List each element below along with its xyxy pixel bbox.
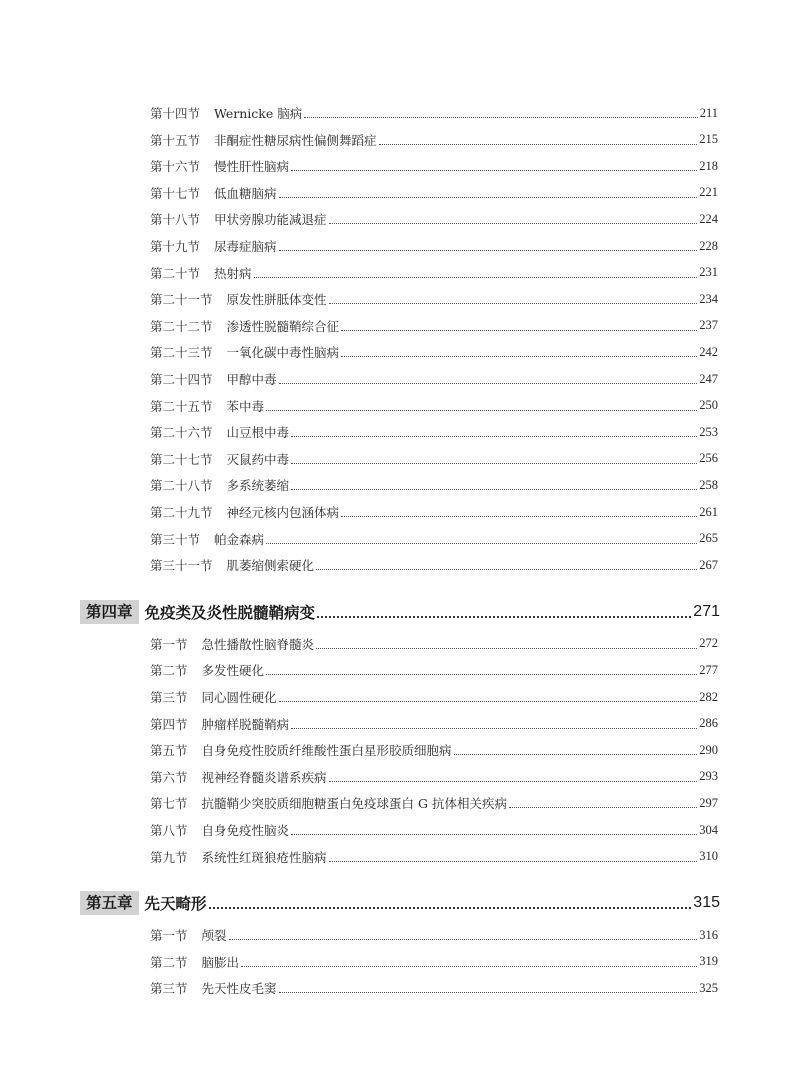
section-page: 231 bbox=[699, 265, 718, 280]
section-number: 第四节 bbox=[150, 716, 188, 732]
section-entry bbox=[150, 474, 718, 496]
section-title: 神经元核内包涵体病 bbox=[226, 505, 340, 520]
section-number: 第三十节 bbox=[150, 531, 201, 547]
section-title: 甲醇中毒 bbox=[226, 372, 277, 387]
section-page: 261 bbox=[699, 504, 718, 519]
section-number: 第二十三节 bbox=[150, 345, 213, 361]
section-page: 250 bbox=[699, 398, 718, 413]
dot-leader bbox=[341, 515, 697, 517]
section-entry bbox=[150, 766, 718, 788]
section-number: 第八节 bbox=[150, 823, 188, 838]
dot-leader bbox=[329, 860, 698, 862]
dot-leader bbox=[316, 568, 697, 570]
dot-leader bbox=[279, 991, 698, 993]
section-page: 267 bbox=[699, 557, 718, 572]
section-page: 224 bbox=[699, 211, 718, 226]
dot-leader bbox=[329, 222, 698, 224]
section-title: 一氧化碳中毒性脑病 bbox=[226, 345, 340, 361]
section-entry bbox=[150, 155, 718, 177]
section-title: 热射病 bbox=[214, 265, 252, 281]
chapter-entry bbox=[80, 891, 720, 915]
section-title: 原发性胼胝体变性 bbox=[226, 292, 327, 308]
section-entry bbox=[150, 288, 718, 310]
section-number: 第二十五节 bbox=[150, 398, 213, 414]
section-entry bbox=[150, 659, 718, 681]
section-title: 系统性红斑狼疮性脑病 bbox=[201, 849, 327, 865]
section-page: 211 bbox=[699, 105, 718, 120]
section-number: 第十八节 bbox=[150, 212, 201, 228]
section-page: 325 bbox=[699, 980, 718, 995]
section-page: 272 bbox=[699, 636, 718, 651]
section-number: 第二十八节 bbox=[150, 478, 213, 494]
section-entry bbox=[150, 792, 718, 814]
dot-leader bbox=[266, 673, 697, 675]
section-page: 237 bbox=[699, 318, 718, 333]
section-entry bbox=[150, 182, 718, 204]
section-entry bbox=[150, 208, 718, 230]
section-page: 215 bbox=[699, 132, 718, 147]
dot-leader bbox=[291, 727, 697, 729]
section-number: 第二十六节 bbox=[150, 425, 213, 441]
section-title: 肌萎缩侧索硬化 bbox=[226, 558, 315, 574]
section-entry bbox=[150, 528, 718, 550]
dot-leader bbox=[316, 647, 697, 649]
section-entry bbox=[150, 846, 718, 868]
section-page: 304 bbox=[699, 822, 718, 837]
section-entry bbox=[150, 395, 718, 417]
dot-leader bbox=[266, 542, 697, 544]
dot-leader bbox=[304, 116, 697, 118]
chapter-page: 271 bbox=[693, 602, 720, 620]
section-title: 多发性硬化 bbox=[201, 663, 265, 679]
section-number: 第十九节 bbox=[150, 239, 201, 254]
section-page: 218 bbox=[699, 158, 718, 173]
section-title: 山豆根中毒 bbox=[226, 425, 290, 441]
section-entry bbox=[150, 977, 718, 999]
section-page: 282 bbox=[699, 689, 718, 704]
section-number: 第二节 bbox=[150, 663, 188, 679]
dot-leader bbox=[279, 382, 698, 384]
section-title: 非酮症性糖尿病性偏侧舞蹈症 bbox=[214, 132, 377, 148]
section-entry bbox=[150, 262, 718, 284]
dot-leader bbox=[279, 249, 698, 251]
section-entry bbox=[150, 235, 718, 257]
section-number: 第十四节 bbox=[150, 106, 201, 121]
section-page: 277 bbox=[699, 662, 718, 677]
section-title: 甲状旁腺功能减退症 bbox=[214, 212, 327, 228]
section-title: 多系统萎缩 bbox=[226, 478, 290, 494]
section-page: 310 bbox=[699, 849, 718, 864]
dot-leader bbox=[341, 355, 697, 357]
section-number: 第五节 bbox=[150, 743, 188, 759]
section-page: 258 bbox=[699, 477, 718, 492]
section-title: 自身免疫性脑炎 bbox=[201, 823, 290, 838]
section-number: 第二十七节 bbox=[150, 451, 213, 467]
section-entry bbox=[150, 501, 718, 523]
section-entry bbox=[150, 819, 718, 841]
section-title: 先天性皮毛窦 bbox=[201, 981, 277, 997]
section-title: 灭鼠药中毒 bbox=[226, 451, 290, 467]
dot-leader bbox=[509, 806, 697, 808]
section-title: 苯中毒 bbox=[226, 398, 265, 414]
section-title: 脑膨出 bbox=[201, 954, 240, 970]
section-page: 221 bbox=[699, 185, 718, 200]
section-entry bbox=[150, 951, 718, 973]
section-entry bbox=[150, 368, 718, 390]
dot-leader bbox=[291, 488, 697, 490]
dot-leader bbox=[291, 435, 697, 437]
section-entry bbox=[150, 102, 718, 124]
dot-leader bbox=[241, 965, 697, 967]
section-number: 第二节 bbox=[150, 954, 188, 970]
section-page: 234 bbox=[699, 291, 718, 306]
section-title: 视神经脊髓炎谱系疾病 bbox=[201, 769, 327, 785]
section-number: 第十六节 bbox=[150, 159, 201, 175]
section-entry bbox=[150, 315, 718, 337]
chapter-title: 先天畸形 bbox=[144, 895, 207, 914]
section-number: 第二十四节 bbox=[150, 372, 213, 387]
section-title: 尿毒症脑病 bbox=[214, 239, 277, 254]
dot-leader bbox=[266, 409, 697, 411]
section-entry bbox=[150, 739, 718, 761]
section-title: 慢性肝性脑病 bbox=[214, 159, 290, 175]
section-title: 颅裂 bbox=[201, 928, 227, 944]
section-title: 帕金森病 bbox=[214, 531, 265, 547]
section-number: 第三节 bbox=[150, 690, 188, 705]
section-page: 297 bbox=[699, 795, 718, 810]
section-number: 第三节 bbox=[150, 981, 188, 997]
section-number: 第六节 bbox=[150, 769, 188, 785]
section-number: 第一节 bbox=[150, 928, 188, 944]
section-entry bbox=[150, 686, 718, 708]
section-page: 228 bbox=[699, 238, 718, 253]
section-number: 第七节 bbox=[150, 796, 188, 812]
dot-leader bbox=[209, 906, 692, 909]
section-page: 290 bbox=[699, 742, 718, 757]
section-entry bbox=[150, 421, 718, 443]
section-number: 第九节 bbox=[150, 849, 188, 865]
dot-leader bbox=[329, 302, 698, 304]
dot-leader bbox=[254, 276, 698, 278]
section-page: 265 bbox=[699, 531, 718, 546]
section-title: 急性播散性脑脊髓炎 bbox=[201, 636, 315, 652]
section-entry bbox=[150, 924, 718, 946]
chapter-page: 315 bbox=[693, 894, 720, 912]
dot-leader bbox=[229, 938, 698, 940]
dot-leader bbox=[329, 780, 698, 782]
dot-leader bbox=[279, 196, 698, 198]
dot-leader bbox=[291, 833, 697, 835]
section-page: 293 bbox=[699, 769, 718, 784]
section-entry bbox=[150, 713, 718, 735]
section-number: 第十五节 bbox=[150, 132, 201, 148]
section-entry bbox=[150, 341, 718, 363]
chapter-number: 第五章 bbox=[80, 891, 139, 915]
chapter-entry bbox=[80, 600, 720, 624]
section-page: 242 bbox=[699, 344, 718, 359]
section-page: 316 bbox=[699, 927, 718, 942]
section-page: 286 bbox=[699, 716, 718, 731]
section-number: 第二十节 bbox=[150, 265, 201, 281]
section-title: Wernicke 脑病 bbox=[214, 106, 303, 121]
section-number: 第二十二节 bbox=[150, 318, 213, 334]
section-title: 低血糖脑病 bbox=[214, 185, 277, 201]
section-page: 256 bbox=[699, 451, 718, 466]
section-entry bbox=[150, 633, 718, 655]
section-page: 253 bbox=[699, 424, 718, 439]
section-entry bbox=[150, 554, 718, 576]
chapter-title: 免疫类及炎性脱髓鞘病变 bbox=[144, 603, 316, 622]
section-title: 抗髓鞘少突胶质细胞糖蛋白免疫球蛋白 G 抗体相关疾病 bbox=[201, 796, 507, 812]
section-entry bbox=[150, 448, 718, 470]
section-number: 第一节 bbox=[150, 636, 188, 652]
section-title: 自身免疫性胶质纤维酸性蛋白星形胶质细胞病 bbox=[201, 743, 452, 759]
dot-leader bbox=[317, 615, 691, 618]
section-page: 319 bbox=[699, 954, 718, 969]
section-page: 247 bbox=[699, 371, 718, 386]
dot-leader bbox=[379, 143, 698, 145]
section-title: 肿瘤样脱髓鞘病 bbox=[201, 716, 290, 732]
dot-leader bbox=[291, 169, 697, 171]
chapter-number: 第四章 bbox=[80, 600, 139, 624]
section-title: 同心圆性硬化 bbox=[201, 690, 277, 705]
dot-leader bbox=[341, 329, 697, 331]
dot-leader bbox=[291, 462, 697, 464]
section-number: 第二十一节 bbox=[150, 292, 213, 308]
section-entry bbox=[150, 129, 718, 151]
dot-leader bbox=[279, 700, 698, 702]
dot-leader bbox=[454, 753, 698, 755]
section-number: 第十七节 bbox=[150, 185, 201, 201]
section-number: 第三十一节 bbox=[150, 558, 213, 574]
section-number: 第二十九节 bbox=[150, 505, 213, 520]
section-title: 渗透性脱髓鞘综合征 bbox=[226, 318, 340, 334]
